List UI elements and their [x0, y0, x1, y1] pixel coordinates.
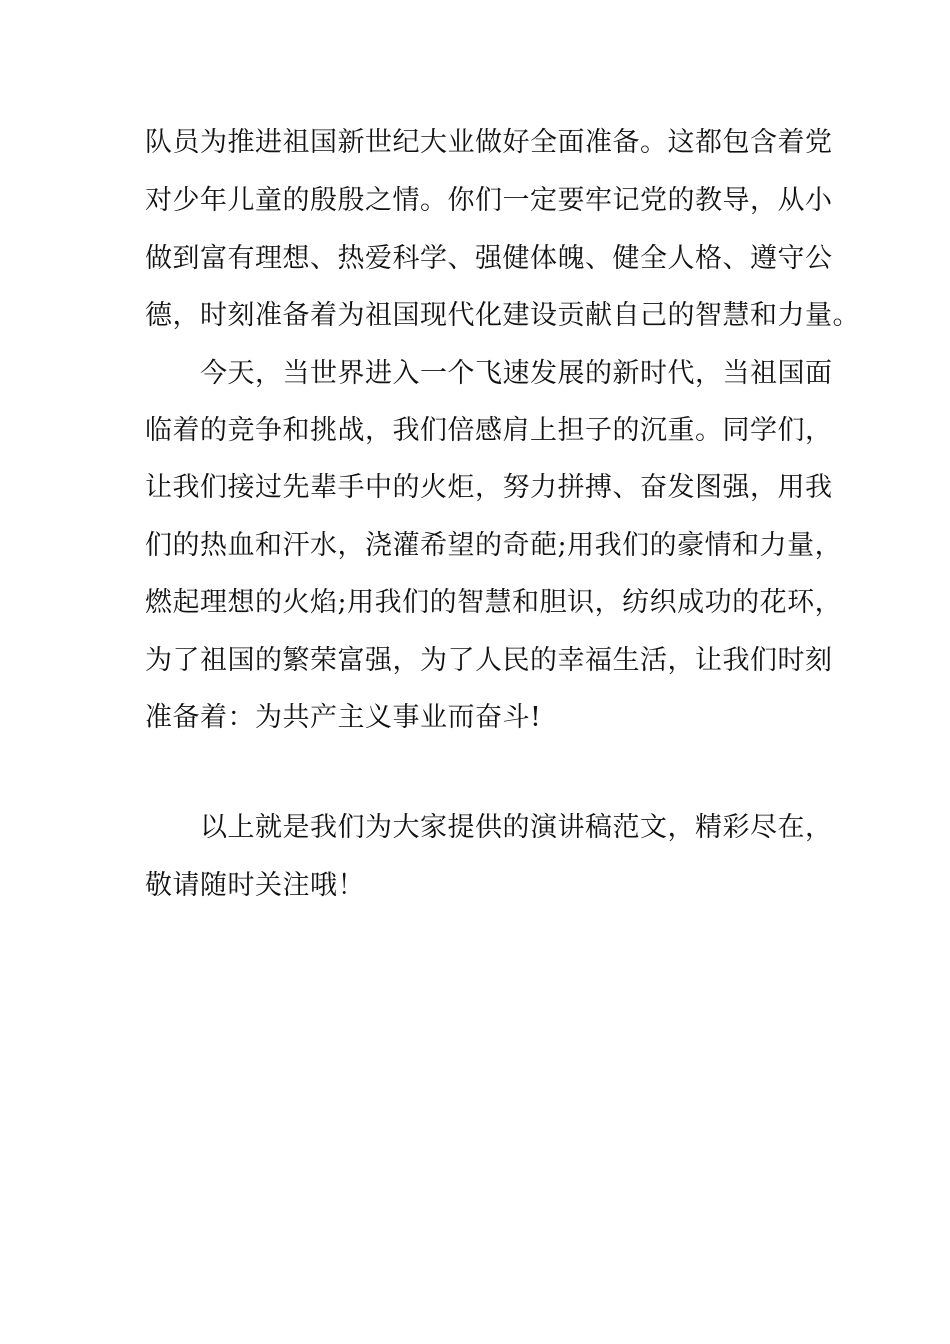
text-line: 让我们接过先辈手中的火炬，努力拼搏、奋发图强，用我 [145, 472, 833, 503]
text-line: 做到富有理想、热爱科学、强健体魄、健全人格、遵守公 [145, 243, 833, 274]
text-line: 对少年儿童的殷殷之情。你们一定要牢记党的教导，从小 [145, 185, 833, 216]
text-line: 准备着：为共产主义事业而奋斗! [145, 702, 542, 733]
text-line: 们的热血和汗水，浇灌希望的奇葩;用我们的豪情和力量， [145, 530, 843, 561]
text-line: 为了祖国的繁荣富强，为了人民的幸福生活，让我们时刻 [145, 645, 833, 676]
text-line: 临着的竞争和挑战，我们倍感肩上担子的沉重。同学们， [145, 415, 833, 446]
text-line: 燃起理想的火焰;用我们的智慧和胆识，纺织成功的花环， [145, 587, 843, 618]
text-line: 德，时刻准备着为祖国现代化建设贡献自己的智慧和力量。 [145, 300, 860, 331]
text-line: 敬请随时关注哦！ [145, 870, 365, 901]
text-line: 今天，当世界进入一个飞速发展的新时代，当祖国面 [200, 358, 833, 389]
text-line: 以上就是我们为大家提供的演讲稿范文，精彩尽在， [200, 812, 833, 843]
text-line: 队员为推进祖国新世纪大业做好全面准备。这都包含着党 [145, 127, 833, 158]
